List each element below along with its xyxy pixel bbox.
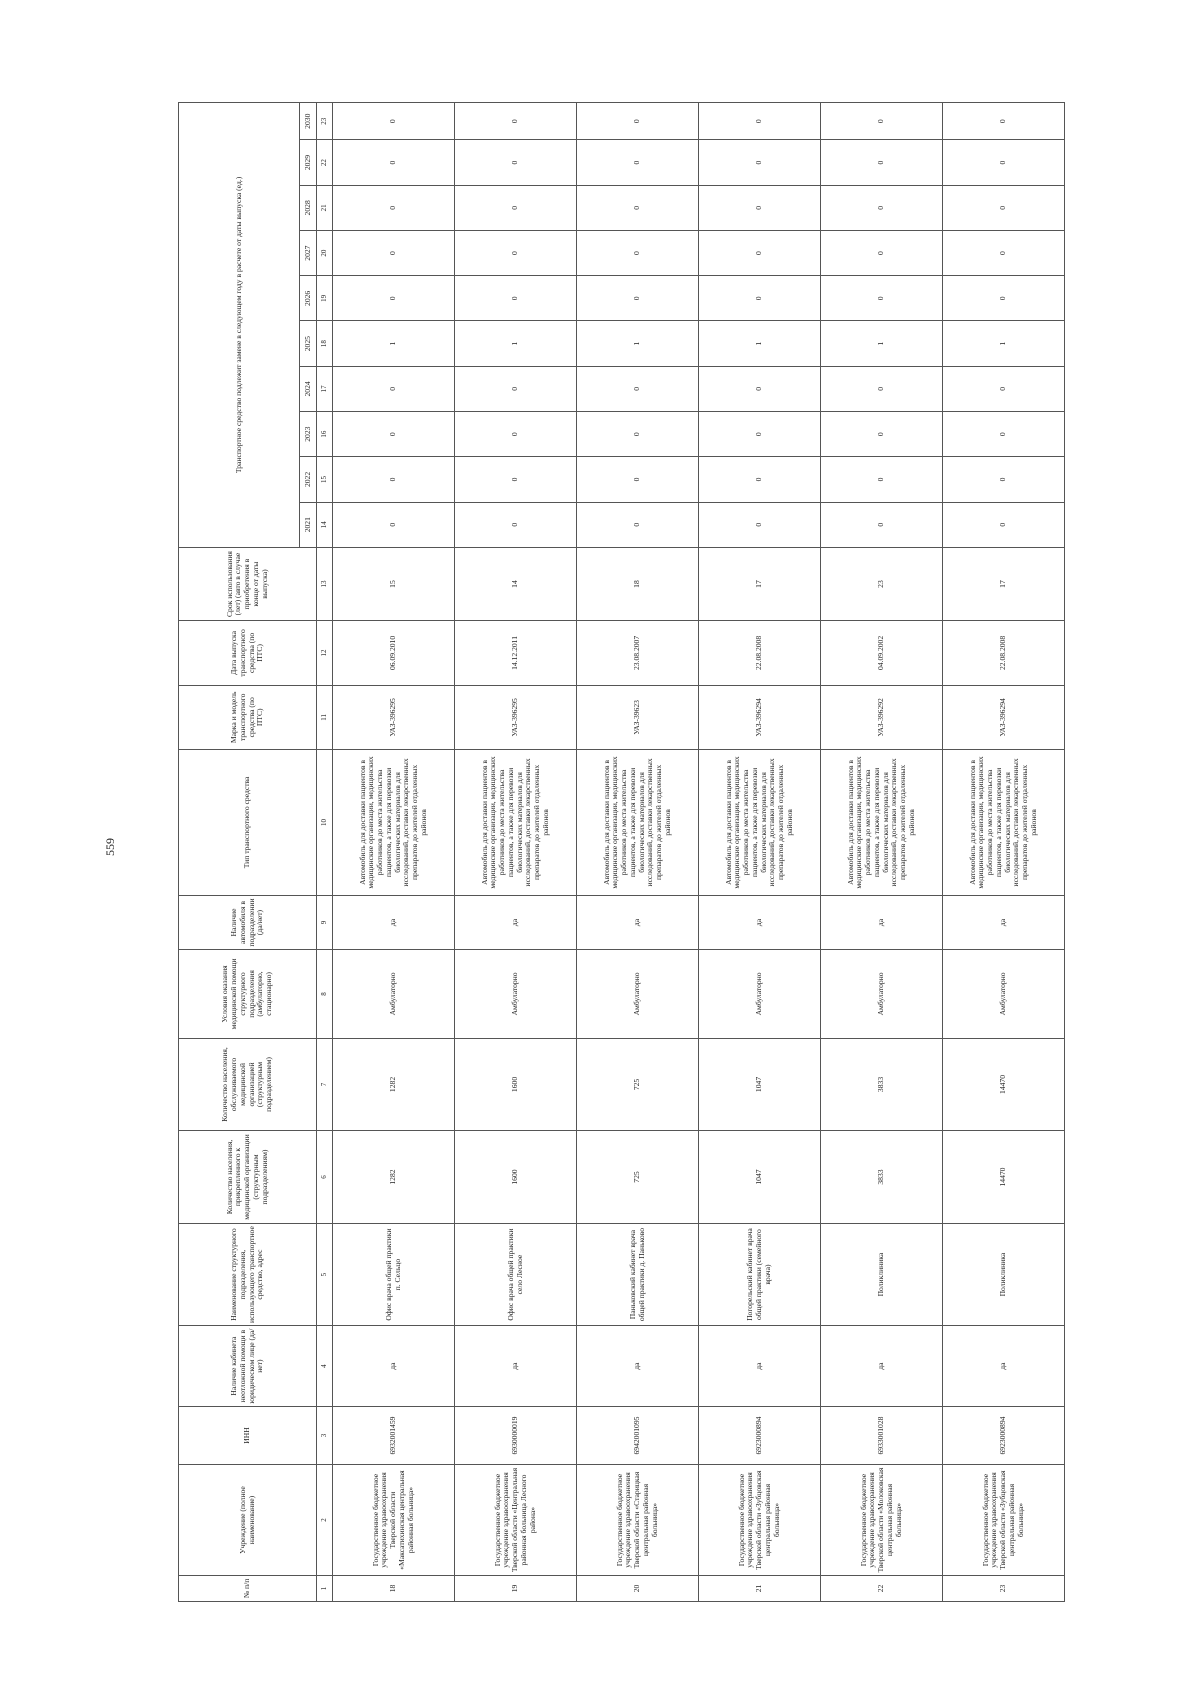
organization-name: Государственное бюджетное учреждение здравоохранения Тверской области «Зубцовская центральная районная больница» (699, 1465, 821, 1576)
column-number: 1 (317, 1575, 333, 1601)
header-year: 2025 (300, 321, 317, 366)
unit-cell: Поликлиника (943, 1223, 1065, 1326)
release-date-cell: 22.08.2008 (699, 621, 821, 685)
table-row (455, 103, 577, 1602)
year-value-cell: 0 (699, 457, 821, 502)
release-date-cell: 23.08.2007 (577, 621, 699, 685)
header-year: 2030 (300, 103, 317, 140)
year-value-cell: 0 (577, 103, 699, 140)
year-value-cell: 0 (577, 412, 699, 457)
header-unit: Наименование структурного подразделения, использующего транспортное средство, адрес (179, 1223, 317, 1326)
year-value-cell: 0 (333, 457, 455, 502)
year-value-cell: 0 (821, 457, 943, 502)
year-value-cell: 0 (821, 103, 943, 140)
table-row (333, 103, 455, 1602)
has-car-cell: да (455, 895, 577, 949)
header-inn: ИНН (179, 1406, 317, 1464)
has-car-cell: да (821, 895, 943, 949)
year-value-cell: 1 (333, 321, 455, 366)
year-value-cell: 0 (699, 412, 821, 457)
organization-name: Государственное бюджетное учреждение здравоохранения Тверской области «Старицкая центральная районная больница» (577, 1465, 699, 1576)
cabinet-cell: да (455, 1326, 577, 1406)
rotated-table-sheet (178, 102, 1050, 1602)
year-value-cell: 1 (699, 321, 821, 366)
attached-population-cell: 725 (577, 1131, 699, 1224)
header-year: 2026 (300, 276, 317, 321)
row-number: 19 (455, 1575, 577, 1601)
usage-term-cell: 17 (699, 547, 821, 620)
column-number: 11 (317, 685, 333, 749)
page-number: 559 (103, 838, 117, 856)
year-value-cell: 0 (821, 140, 943, 185)
table-row (577, 103, 699, 1602)
header-year: 2024 (300, 366, 317, 411)
organization-name: Государственное бюджетное учреждение здравоохранения Тверской области «Максатихинская центральная районная больница» (333, 1465, 455, 1576)
year-value-cell: 0 (943, 103, 1065, 140)
vehicle-type-cell: Автомобиль для доставки пациентов в медицинские организации, медицинских работников до места жительства пациентов, а также для перевозки биологических материалов для исследований, доставки лекарственных препаратов до жителей отдаленных районов (699, 750, 821, 896)
table-row (943, 103, 1065, 1602)
year-value-cell: 0 (577, 502, 699, 547)
vehicle-replacement-table (178, 102, 1065, 1602)
organization-name: Государственное бюджетное учреждение здравоохранения Тверской области «Молоковская центральная районная больница» (821, 1465, 943, 1576)
row-number: 21 (699, 1575, 821, 1601)
year-value-cell: 0 (455, 457, 577, 502)
year-value-cell: 0 (821, 366, 943, 411)
release-date-cell: 04.09.2002 (821, 621, 943, 685)
header-year: 2022 (300, 457, 317, 502)
year-value-cell: 0 (577, 276, 699, 321)
header-conditions: Условия оказания медицинской помощи структурного подразделения (амбулаторно, стационарно) (179, 950, 317, 1039)
unit-cell: Офис врача общей практики п. Сельцо (333, 1223, 455, 1326)
cabinet-cell: да (943, 1326, 1065, 1406)
year-value-cell: 0 (699, 230, 821, 275)
header-attached: Количество населения, прикрепленного к медицинской организации (структурным подразделениям) (179, 1131, 317, 1224)
header-vehicle-type: Тип транспортного средства (179, 750, 317, 896)
year-value-cell: 0 (699, 366, 821, 411)
vehicle-type-cell: Автомобиль для доставки пациентов в медицинские организации, медицинских работников до места жительства пациентов, а также для перевозки биологических материалов для исследований, доставки лекарственных препаратов до жителей отдаленных районов (333, 750, 455, 896)
year-value-cell: 0 (943, 276, 1065, 321)
column-number: 3 (317, 1406, 333, 1464)
year-value-cell: 1 (943, 321, 1065, 366)
year-value-cell: 0 (943, 185, 1065, 230)
header-year: 2021 (300, 502, 317, 547)
conditions-cell: Амбулаторно (821, 950, 943, 1039)
column-number: 18 (317, 321, 333, 366)
year-value-cell: 0 (333, 366, 455, 411)
served-population-cell: 1047 (699, 1038, 821, 1131)
column-number: 13 (317, 547, 333, 620)
conditions-cell: Амбулаторно (455, 950, 577, 1039)
column-number: 23 (317, 103, 333, 140)
year-value-cell: 0 (333, 276, 455, 321)
column-number: 10 (317, 750, 333, 896)
vehicle-model-cell: УАЗ-396295 (333, 685, 455, 749)
year-value-cell: 0 (455, 412, 577, 457)
inn-cell: 6932001459 (333, 1406, 455, 1464)
year-value-cell: 0 (943, 140, 1065, 185)
year-value-cell: 1 (821, 321, 943, 366)
conditions-cell: Амбулаторно (943, 950, 1065, 1039)
year-value-cell: 0 (821, 276, 943, 321)
header-year: 2023 (300, 412, 317, 457)
vehicle-type-cell: Автомобиль для доставки пациентов в медицинские организации, медицинских работников до места жительства пациентов, а также для перевозки биологических материалов для исследований, доставки лекарственных препаратов до жителей отдаленных районов (821, 750, 943, 896)
release-date-cell: 14.12.2011 (455, 621, 577, 685)
usage-term-cell: 18 (577, 547, 699, 620)
attached-population-cell: 1600 (455, 1131, 577, 1224)
inn-cell: 6923000894 (943, 1406, 1065, 1464)
table-row (821, 103, 943, 1602)
year-value-cell: 0 (455, 140, 577, 185)
column-number: 12 (317, 621, 333, 685)
year-value-cell: 1 (455, 321, 577, 366)
column-number: 14 (317, 502, 333, 547)
year-value-cell: 0 (455, 276, 577, 321)
has-car-cell: да (943, 895, 1065, 949)
header-year: 2028 (300, 185, 317, 230)
release-date-cell: 22.08.2008 (943, 621, 1065, 685)
vehicle-type-cell: Автомобиль для доставки пациентов в медицинские организации, медицинских работников до места жительства пациентов, а также для перевозки биологических материалов для исследований, доставки лекарственных препаратов до жителей отдаленных районов (577, 750, 699, 896)
served-population-cell: 14470 (943, 1038, 1065, 1131)
year-value-cell: 0 (333, 502, 455, 547)
year-value-cell: 0 (455, 230, 577, 275)
year-value-cell: 0 (577, 230, 699, 275)
row-number: 20 (577, 1575, 699, 1601)
year-value-cell: 0 (943, 412, 1065, 457)
header-row-1 (179, 103, 300, 1602)
vehicle-type-cell: Автомобиль для доставки пациентов в медицинские организации, медицинских работников до места жительства пациентов, а также для перевозки биологических материалов для исследований, доставки лекарственных препаратов до жителей отдаленных районов (455, 750, 577, 896)
release-date-cell: 06.09.2010 (333, 621, 455, 685)
header-num: № п/п (179, 1575, 317, 1601)
served-population-cell: 1282 (333, 1038, 455, 1131)
header-replacement-group: Транспортное средство подлежит замене в следующем году в расчете от даты выпуска (ед.) (179, 103, 300, 548)
attached-population-cell: 1047 (699, 1131, 821, 1224)
year-value-cell: 1 (577, 321, 699, 366)
organization-name: Государственное бюджетное учреждение здравоохранения Тверской области «Центральная районная больница Лесного района» (455, 1465, 577, 1576)
column-number: 8 (317, 950, 333, 1039)
header-year: 2027 (300, 230, 317, 275)
header-model: Марка и модель транспортного средства (по ПТС) (179, 685, 317, 749)
unit-cell: Погорельский кабинет врача общей практики (семейного врача) (699, 1223, 821, 1326)
attached-population-cell: 14470 (943, 1131, 1065, 1224)
header-cabinet: Наличие кабинета неотложной помощи в юридическом лице (да/нет) (179, 1326, 317, 1406)
inn-cell: 6942001095 (577, 1406, 699, 1464)
year-value-cell: 0 (821, 502, 943, 547)
vehicle-model-cell: УАЗ-396294 (943, 685, 1065, 749)
cabinet-cell: да (577, 1326, 699, 1406)
column-number: 5 (317, 1223, 333, 1326)
row-number: 23 (943, 1575, 1065, 1601)
year-value-cell: 0 (699, 103, 821, 140)
header-has-car: Наличие автомобиля в подразделении (да/нет) (179, 895, 317, 949)
year-value-cell: 0 (577, 140, 699, 185)
unit-cell: Офис врача общей практики село Лесное (455, 1223, 577, 1326)
column-number-row (317, 103, 333, 1602)
vehicle-model-cell: УАЗ-396295 (455, 685, 577, 749)
header-served: Количество населения, обслуживаемого медицинской организацией (структурным подразделением) (179, 1038, 317, 1131)
has-car-cell: да (577, 895, 699, 949)
served-population-cell: 725 (577, 1038, 699, 1131)
vehicle-type-cell: Автомобиль для доставки пациентов в медицинские организации, медицинских работников до места жительства пациентов, а также для перевозки биологических материалов для исследований, доставки лекарственных препаратов до жителей отдаленных районов (943, 750, 1065, 896)
column-number: 15 (317, 457, 333, 502)
column-number: 19 (317, 276, 333, 321)
column-number: 20 (317, 230, 333, 275)
organization-name: Государственное бюджетное учреждение здравоохранения Тверской области «Зубцовская центральная районная больница» (943, 1465, 1065, 1576)
header-release-date: Дата выпуска транспортного средства (по ПТС) (179, 621, 317, 685)
year-value-cell: 0 (699, 276, 821, 321)
year-value-cell: 0 (943, 366, 1065, 411)
year-value-cell: 0 (943, 230, 1065, 275)
vehicle-model-cell: УАЗ-39623 (577, 685, 699, 749)
attached-population-cell: 1282 (333, 1131, 455, 1224)
year-value-cell: 0 (821, 185, 943, 230)
vehicle-model-cell: УАЗ-396292 (821, 685, 943, 749)
inn-cell: 6930000019 (455, 1406, 577, 1464)
year-value-cell: 0 (455, 502, 577, 547)
row-number: 18 (333, 1575, 455, 1601)
year-value-cell: 0 (333, 103, 455, 140)
year-value-cell: 0 (333, 185, 455, 230)
year-value-cell: 0 (699, 140, 821, 185)
inn-cell: 6923000894 (699, 1406, 821, 1464)
header-org: Учреждение (полное наименование) (179, 1465, 317, 1576)
cabinet-cell: да (333, 1326, 455, 1406)
served-population-cell: 3833 (821, 1038, 943, 1131)
year-value-cell: 0 (821, 230, 943, 275)
cabinet-cell: да (699, 1326, 821, 1406)
column-number: 2 (317, 1465, 333, 1576)
usage-term-cell: 14 (455, 547, 577, 620)
year-value-cell: 0 (455, 366, 577, 411)
column-number: 7 (317, 1038, 333, 1131)
header-term: Срок использования (лет) (авто в случае приобретения в конце от даты выпуска) (179, 547, 317, 620)
year-value-cell: 0 (455, 185, 577, 230)
usage-term-cell: 23 (821, 547, 943, 620)
year-value-cell: 0 (455, 103, 577, 140)
year-value-cell: 0 (577, 366, 699, 411)
served-population-cell: 1600 (455, 1038, 577, 1131)
year-value-cell: 0 (333, 140, 455, 185)
conditions-cell: Амбулаторно (699, 950, 821, 1039)
table-row (699, 103, 821, 1602)
column-number: 17 (317, 366, 333, 411)
row-number: 22 (821, 1575, 943, 1601)
column-number: 21 (317, 185, 333, 230)
year-value-cell: 0 (943, 502, 1065, 547)
table-body (333, 103, 1065, 1602)
year-value-cell: 0 (943, 457, 1065, 502)
year-value-cell: 0 (333, 412, 455, 457)
vehicle-model-cell: УАЗ-396294 (699, 685, 821, 749)
year-value-cell: 0 (821, 412, 943, 457)
usage-term-cell: 17 (943, 547, 1065, 620)
year-value-cell: 0 (577, 185, 699, 230)
column-number: 22 (317, 140, 333, 185)
unit-cell: Поликлиника (821, 1223, 943, 1326)
header-year: 2029 (300, 140, 317, 185)
cabinet-cell: да (821, 1326, 943, 1406)
column-number: 6 (317, 1131, 333, 1224)
year-value-cell: 0 (333, 230, 455, 275)
year-value-cell: 0 (577, 457, 699, 502)
year-value-cell: 0 (699, 502, 821, 547)
inn-cell: 6933001028 (821, 1406, 943, 1464)
conditions-cell: Амбулаторно (333, 950, 455, 1039)
column-number: 4 (317, 1326, 333, 1406)
unit-cell: Паньковский кабинет врача общей практики д. Паньково (577, 1223, 699, 1326)
column-number: 16 (317, 412, 333, 457)
column-number: 9 (317, 895, 333, 949)
has-car-cell: да (333, 895, 455, 949)
has-car-cell: да (699, 895, 821, 949)
usage-term-cell: 15 (333, 547, 455, 620)
attached-population-cell: 3833 (821, 1131, 943, 1224)
year-value-cell: 0 (699, 185, 821, 230)
conditions-cell: Амбулаторно (577, 950, 699, 1039)
